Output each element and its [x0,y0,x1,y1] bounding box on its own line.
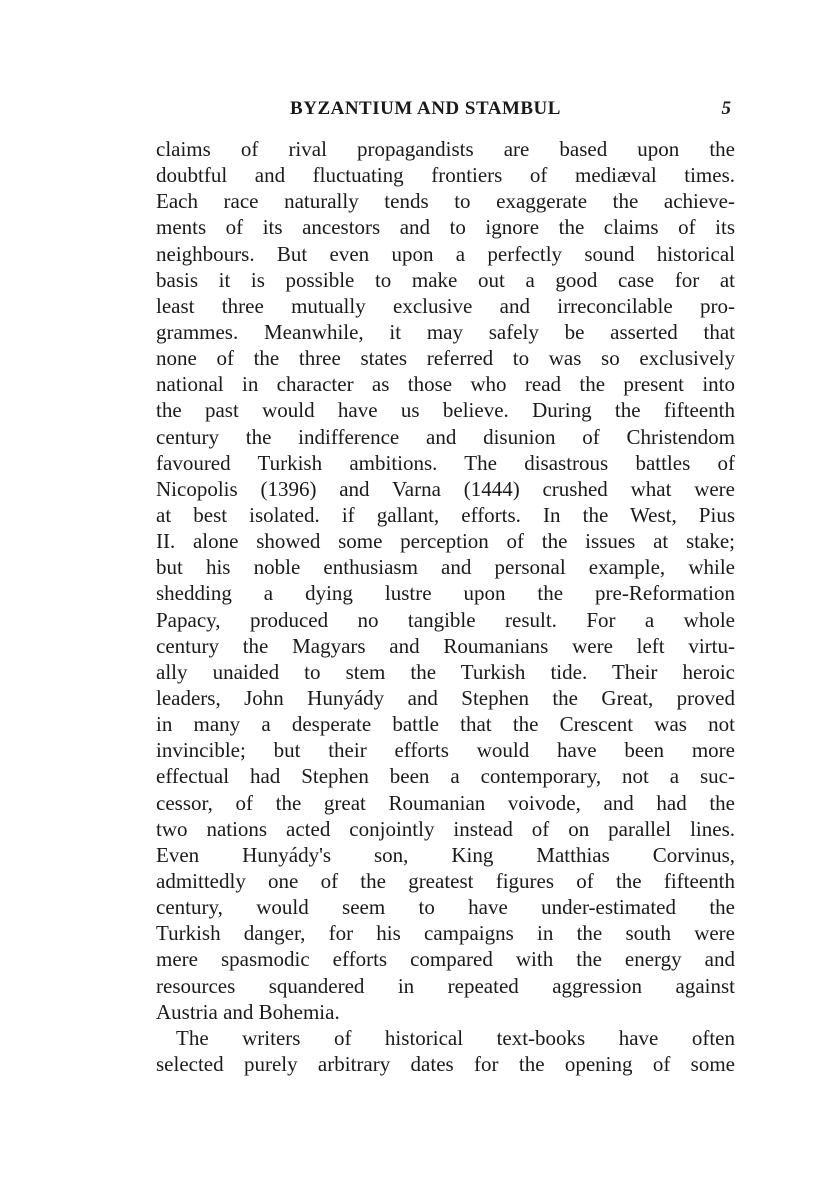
text-line: effectual had Stephen been a contemporary, not a suc- [156,764,735,789]
text-line: grammes. Meanwhile, it may safely be asserted that [156,319,735,344]
page-number: 5 [721,98,731,119]
text-line: claims of rival propagandists are based upon the [156,137,735,161]
text-line: two nations acted conjointly instead of on parallel lines. [156,816,735,841]
running-title: BYZANTIUM AND STAMBUL [290,98,561,119]
text-line: Turkish danger, for his campaigns in the south were [156,921,735,946]
text-line: ally unaided to stem the Turkish tide. Their heroic [156,659,735,684]
text-line: leaders, John Hunyády and Stephen the Great, proved [156,685,735,710]
text-line: ments of its ancestors and to ignore the claims of its [156,215,735,240]
text-line: doubtful and fluctuating frontiers of mediæval times. [156,163,735,188]
text-line: least three mutually exclusive and irreconcilable pro- [156,293,735,318]
text-line: shedding a dying lustre upon the pre-Reformation [156,581,735,606]
text-line: II. alone showed some perception of the issues at stake; [156,529,735,554]
text-line: at best isolated. if gallant, efforts. In the West, Pius [156,502,735,527]
text-line: Papacy, produced no tangible result. For a whole [156,607,735,632]
text-line: admittedly one of the greatest figures of the fifteenth [156,868,735,893]
text-line: The writers of historical text-books have often [176,1025,735,1050]
text-line: Austria and Bohemia. [156,999,340,1024]
text-line: neighbours. But even upon a perfectly sound historical [156,241,735,266]
text-line: selected purely arbitrary dates for the opening of some [156,1051,735,1076]
text-line: Each race naturally tends to exaggerate the achieve- [156,189,735,214]
text-line: favoured Turkish ambitions. The disastrous battles of [156,450,735,475]
body-text [156,136,735,1077]
text-line: the past would have us believe. During the fifteenth [156,398,735,423]
text-line: but his noble enthusiasm and personal example, while [156,555,735,580]
text-line: invincible; but their efforts would have been more [156,738,735,763]
text-line: century the indifference and disunion of Christendom [156,424,735,449]
text-line: basis it is possible to make out a good case for at [156,267,735,292]
text-line: resources squandered in repeated aggression against [156,973,735,998]
text-line: Nicopolis (1396) and Varna (1444) crushed what were [156,476,735,501]
text-line: national in character as those who read the present into [156,372,735,397]
text-line: none of the three states referred to was so exclusively [156,346,735,371]
text-line: cessor, of the great Roumanian voivode, and had the [156,790,735,815]
text-line: in many a desperate battle that the Crescent was not [156,712,735,737]
text-line: century the Magyars and Roumanians were left virtu- [156,633,735,658]
running-head [156,96,735,122]
text-line: Even Hunyády's son, King Matthias Corvinus, [156,842,735,867]
text-line: mere spasmodic efforts compared with the energy and [156,947,735,972]
text-line: century, would seem to have under-estimated the [156,895,735,920]
